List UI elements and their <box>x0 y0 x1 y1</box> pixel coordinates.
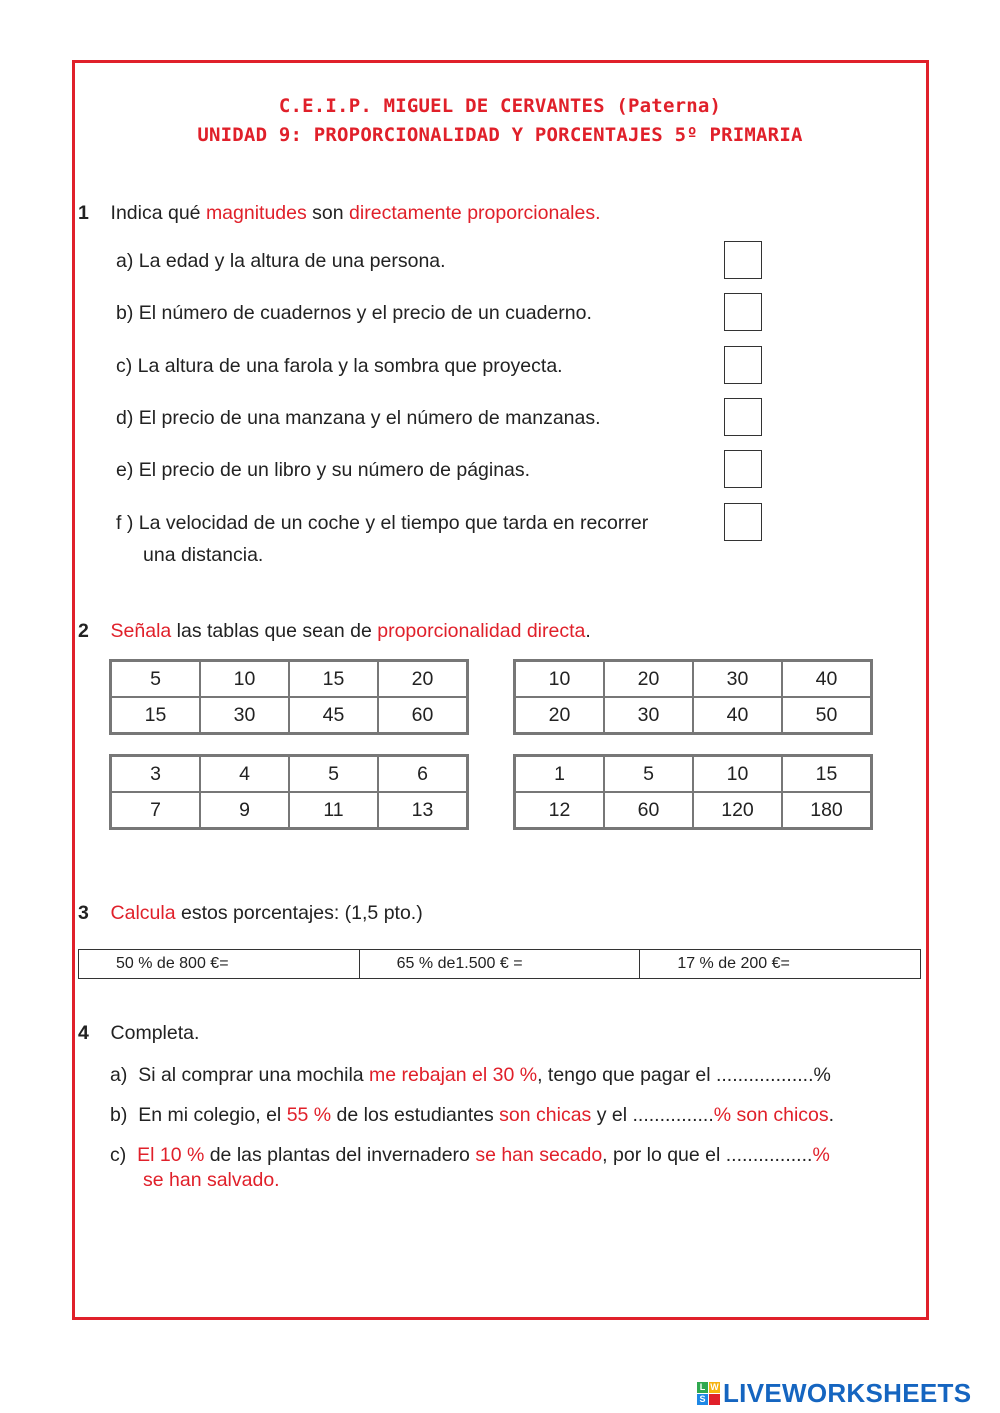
percentage-cell-3[interactable]: 17 % de 200 €= <box>640 950 921 979</box>
q1-item-d: d) El precio de una manzana y el número de manzanas. <box>116 407 601 429</box>
q4-item-a: a) Si al comprar una mochila me rebajan el 30 %, tengo que pagar el ..................% <box>110 1064 831 1086</box>
question-number: 3 <box>78 902 89 924</box>
percentage-table <box>78 949 921 979</box>
question-number: 2 <box>78 620 89 642</box>
question-number: 4 <box>78 1022 89 1044</box>
q1-checkbox-f[interactable] <box>724 503 762 541</box>
unit-title: UNIDAD 9: PROPORCIONALIDAD Y PORCENTAJES 5º PRIMARIA <box>197 124 803 146</box>
q4-item-c: c) El 10 % de las plantas del invernadero se han secado, por lo que el ................% <box>110 1144 830 1166</box>
liveworksheets-logo <box>697 1378 971 1409</box>
q1-item-e: e) El precio de un libro y su número de páginas. <box>116 459 531 481</box>
question-4: 4 Completa. <box>78 1022 200 1044</box>
q1-item-f: f ) La velocidad de un coche y el tiempo que tarda en recorrer <box>116 512 649 534</box>
q1-checkbox-c[interactable] <box>724 346 762 384</box>
question-number: 1 <box>78 202 89 224</box>
proportion-table-1[interactable]: 5 10 15 20 15 30 45 60 <box>109 659 469 735</box>
q1-checkbox-a[interactable] <box>724 241 762 279</box>
q1-checkbox-d[interactable] <box>724 398 762 436</box>
q1-item-f-cont: una distancia. <box>143 544 264 566</box>
question-3: 3 Calcula estos porcentajes: (1,5 pto.) <box>78 902 423 924</box>
proportion-table-4[interactable]: 1 5 10 15 12 60 120 180 <box>513 754 873 830</box>
q1-item-b: b) El número de cuadernos y el precio de un cuaderno. <box>116 302 592 324</box>
brand-name: LIVEWORKSHEETS <box>723 1378 972 1408</box>
percentage-cell-1[interactable]: 50 % de 800 €= <box>79 950 360 979</box>
q4-item-c-cont: se han salvado. <box>143 1169 280 1191</box>
q4-item-b: b) En mi colegio, el 55 % de los estudiantes son chicas y el ...............% son chicos. <box>110 1104 835 1126</box>
question-1: 1 Indica qué magnitudes son directamente proporcionales. <box>78 202 601 224</box>
q1-checkbox-e[interactable] <box>724 450 762 488</box>
percentage-cell-2[interactable]: 65 % de1.500 € = <box>359 950 640 979</box>
school-title: C.E.I.P. MIGUEL DE CERVANTES (Paterna) <box>278 95 722 117</box>
q1-checkbox-b[interactable] <box>724 293 762 331</box>
proportion-table-2[interactable]: 10 20 30 40 20 30 40 50 <box>513 659 873 735</box>
proportion-table-3[interactable]: 3 4 5 6 7 9 11 13 <box>109 754 469 830</box>
q1-item-c: c) La altura de una farola y la sombra que proyecta. <box>116 355 563 377</box>
q1-item-a: a) La edad y la altura de una persona. <box>116 250 446 272</box>
logo-icon: L W S <box>697 1382 720 1405</box>
question-2: 2 Señala las tablas que sean de proporcionalidad directa. <box>78 620 591 642</box>
